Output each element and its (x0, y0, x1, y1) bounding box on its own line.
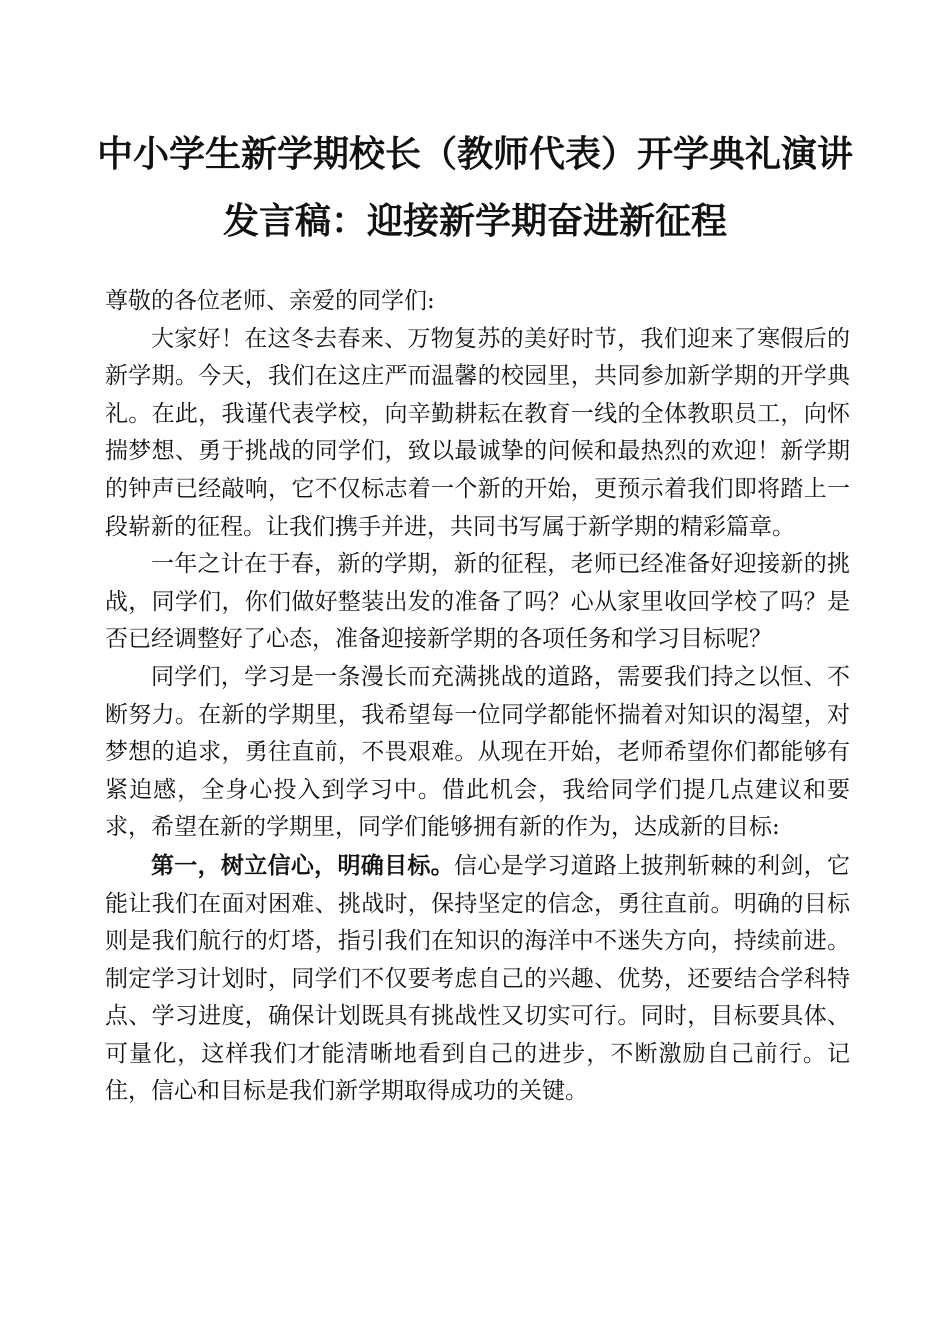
paragraph-2 (105, 546, 850, 659)
paragraph-4-text: 信心是学习道路上披荆斩棘的利剑，它能让我们在面对困难、挑战时，保持坚定的信念，勇往直前。明确的目标则是我们航行的灯塔，指引我们在知识的海洋中不迷失方向，持续前进。制定学习计划时，同学们不仅要考虑自己的兴趣、优势，还要结合学科特点、学习进度，确保计划既具有挑战性又切实可行。同时，目标要具体、可量化，这样我们才能清晰地看到自己的进步，不断激励自己前行。记住，信心和目标是我们新学期取得成功的关键。 (105, 852, 851, 1105)
paragraph-1 (105, 321, 850, 547)
paragraph-3-text: 同学们，学习是一条漫长而充满挑战的道路，需要我们持之以恒、不断努力。在新的学期里，我希望每一位同学都能怀揣着对知识的渴望，对梦想的追求，勇往直前，不畏艰难。从现在开始，老师希望你们都能够有紧迫感，全身心投入到学习中。借此机会，我给同学们提几点建议和要求，希望在新的学期里，同学们能够拥有新的作为，达成新的目标: (105, 663, 850, 841)
document-title-line-2: 发言稿：迎接新学期奋进新征程 (222, 201, 727, 242)
paragraph-1-text: 大家好！在这冬去春来、万物复苏的美好时节，我们迎来了寒假后的新学期。今天，我们在这庄严而温馨的校园里，共同参加新学期的开学典礼。在此，我谨代表学校，向辛勤耕耘在教育一线的全体教职员工，向怀揣梦想、勇于挑战的同学们，致以最诚挚的问候和最热烈的欢迎！新学期的钟声已经敲响，它不仅标志着一个新的开始，更预示着我们即将踏上一段崭新的征程。让我们携手并进，共同书写属于新学期的精彩篇章。 (105, 325, 850, 540)
greeting: 尊敬的各位老师、亲爱的同学们: (105, 288, 435, 314)
document-title-line-1: 中小学生新学期校长（教师代表）开学典礼演讲 (96, 134, 853, 175)
paragraph-3 (105, 659, 850, 847)
document-body (105, 283, 850, 1111)
paragraph-4-lead: 第一，树立信心，明确目标。 (151, 851, 455, 879)
paragraph-2-text: 一年之计在于春，新的学期，新的征程，老师已经准备好迎接新的挑战，同学们，你们做好整装出发的准备了吗？心从家里收回学校了吗？是否已经调整好了心态，准备迎接新学期的各项任务和学习目标呢？ (105, 551, 850, 653)
paragraph-4 (105, 847, 850, 1111)
